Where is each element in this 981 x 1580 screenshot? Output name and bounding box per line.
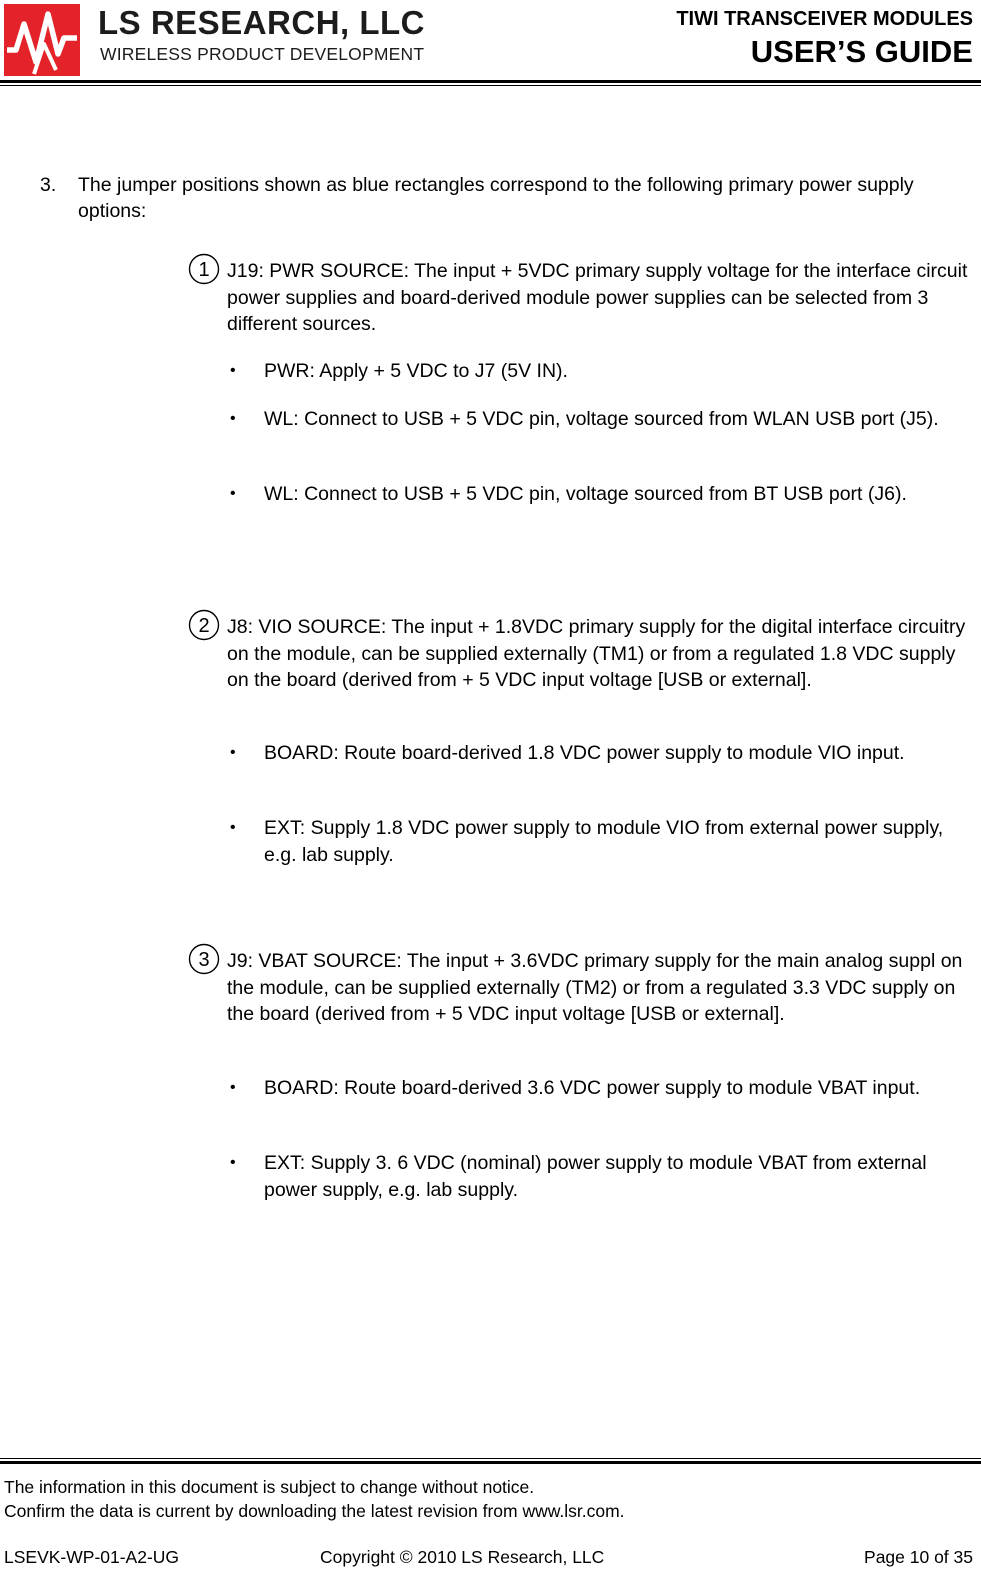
footer-notice-line-2: Confirm the data is current by downloading the latest revision from www.lsr.com. [4, 1501, 625, 1521]
intro-text: The jumper positions shown as blue rectangles correspond to the following primary power supply options: [78, 174, 914, 222]
copyright-text: Copyright © 2010 LS Research, LLC [320, 1547, 605, 1567]
circled-number-3-icon [188, 943, 220, 975]
svg-text:3: 3 [198, 949, 210, 971]
jumper-item-text: J19: PWR SOURCE: The input + 5VDC primary supply voltage for the interface circuit power supplies and board-derived module power supplies can be selected from 3 different sources. [227, 260, 968, 335]
header-divider-thin [0, 85, 981, 86]
circled-number-2-icon [188, 609, 220, 641]
list-item-text: WL: Connect to USB + 5 VDC pin, voltage sourced from WLAN USB port (J5). [264, 408, 939, 430]
list-item [226, 481, 971, 508]
list-item [226, 815, 971, 868]
list-item [226, 358, 971, 385]
jumper-item-text: J8: VIO SOURCE: The input + 1.8VDC primary supply for the digital interface circuitry on the module, can be supplied externally (TM1) or from a regulated 1.8 VDC supply on the board (derived from + 5 VDC input voltage [USB or external]. [227, 616, 966, 691]
footer-notice-line-1: The information in this document is subject to change without notice. [4, 1477, 535, 1497]
footer-divider-thin [0, 1458, 981, 1459]
footer-divider [0, 1461, 981, 1464]
jumper-item-j9 [188, 948, 978, 1028]
bullet-icon: • [230, 819, 236, 836]
document-title: TIWI TRANSCEIVER MODULES [676, 8, 973, 30]
list-item [226, 740, 971, 767]
company-tagline: WIRELESS PRODUCT DEVELOPMENT [100, 44, 425, 64]
list-item [226, 1150, 971, 1203]
bullet-icon: • [230, 1154, 236, 1171]
jumper-item-j19 [188, 258, 978, 338]
document-id: LSEVK-WP-01-A2-UG [4, 1547, 180, 1567]
company-name: LS RESEARCH, LLC [98, 4, 426, 41]
svg-text:2: 2 [198, 615, 210, 637]
jumper-item-j8 [188, 614, 978, 694]
intro-number: 3. [40, 174, 57, 196]
document-subtitle: USER’S GUIDE [750, 34, 973, 69]
circled-number-1-icon [188, 253, 220, 285]
list-item-text: EXT: Supply 1.8 VDC power supply to module VIO from external power supply, e.g. lab supply. [264, 817, 944, 866]
list-item-text: EXT: Supply 3. 6 VDC (nominal) power supply to module VBAT from external power supply, e.g. lab supply. [264, 1152, 927, 1201]
list-item [226, 1075, 971, 1102]
bullet-icon: • [230, 1079, 236, 1096]
list-item-text: BOARD: Route board-derived 1.8 VDC power supply to module VIO input. [264, 742, 905, 764]
list-item [226, 406, 971, 433]
page-number: Page 10 of 35 [864, 1547, 973, 1567]
list-item-text: BOARD: Route board-derived 3.6 VDC power supply to module VBAT input. [264, 1077, 921, 1099]
bullet-icon: • [230, 362, 236, 379]
bullet-icon: • [230, 744, 236, 761]
jumper-item-text: J9: VBAT SOURCE: The input + 3.6VDC primary supply for the main analog suppl on the module, can be supplied externally (TM2) or from a regulated 3.3 VDC supply on the board (derived from + 5 VDC input voltage [USB or external]. [227, 950, 963, 1025]
bullet-icon: • [230, 410, 236, 427]
intro-paragraph [40, 172, 940, 224]
list-item-text: PWR: Apply + 5 VDC to J7 (5V IN). [264, 360, 568, 382]
ls-research-logo-icon [4, 4, 80, 76]
svg-text:1: 1 [198, 259, 210, 281]
header-divider [0, 80, 981, 83]
page-header [0, 0, 981, 90]
bullet-icon: • [230, 485, 236, 502]
list-item-text: WL: Connect to USB + 5 VDC pin, voltage sourced from BT USB port (J6). [264, 483, 907, 505]
